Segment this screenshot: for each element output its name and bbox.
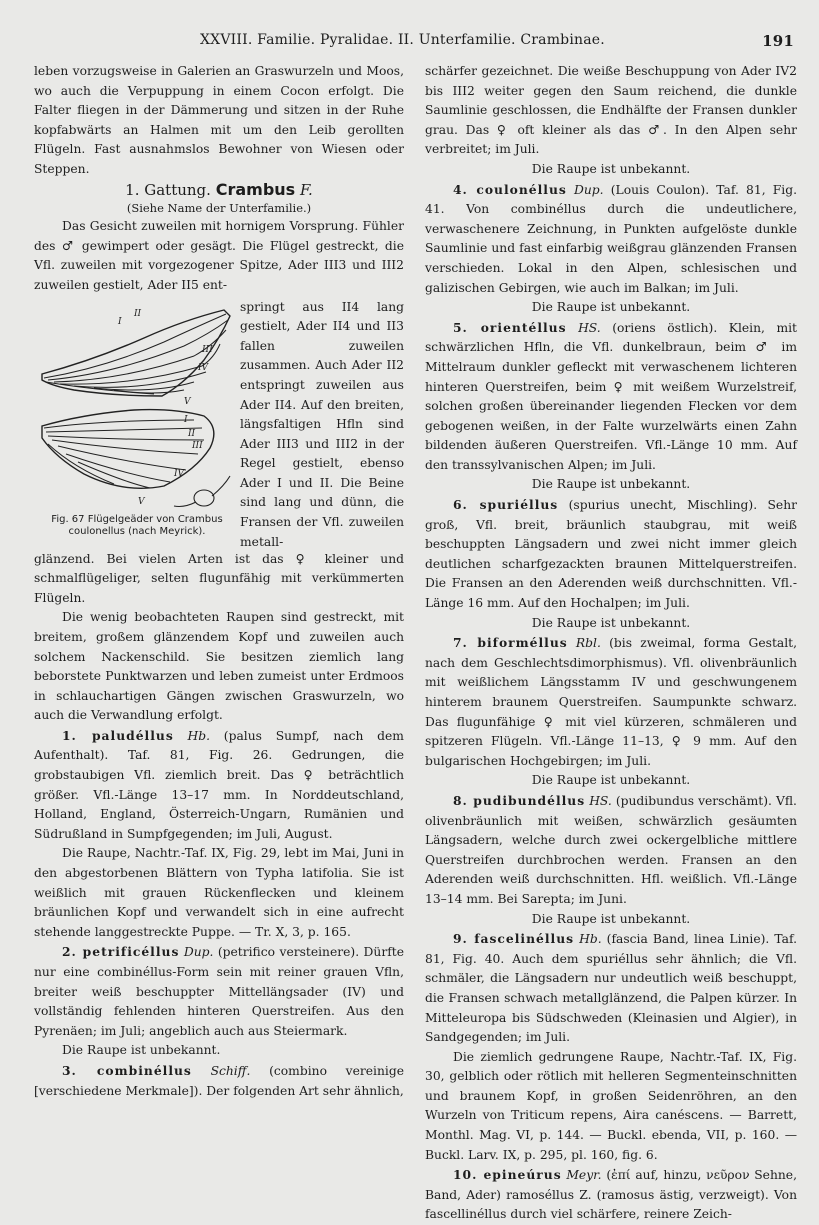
hindwing-drawing bbox=[42, 409, 214, 488]
wing-venation-drawing bbox=[34, 298, 234, 510]
svg-text:V: V bbox=[184, 396, 191, 407]
species-3-larva: Die Raupe ist unbekannt. bbox=[531, 161, 691, 176]
species-3-name: 3. combinéllus bbox=[62, 1062, 192, 1078]
species-9-larva: Die ziemlich gedrungene Raupe, Nachtr.-Taf. IX, Fig. 30, gelblich oder rötlich mit helleren Segmenteinschnitten und braunem Kopf, in großen Seidenröhren, an den Wurzeln von Triticum repens, Aira canéscens. — Barrett, Monthl. Mag. VI, p. 144. — Buckl. ebenda, VII, p. 160. — Buckl. Larv. IX, p. 295, pl. 160, fig. 6. bbox=[425, 1049, 797, 1162]
species-9-text: (fascia Band, linea Linie). Taf. 81, Fig. 40. Auch dem spuriéllus sehr ähnlich; die Vfl. schmäler, die Längsadern nur undeutlich weiß beschuppt, die Fransen schwach metallglänzend, die Palpen kürzer. In Mitteleuropa bis Südschweden (Kleinasien und Algier), in Sandgegenden; im Juli. bbox=[425, 932, 797, 1045]
species-8-name: 8. pudibundéllus bbox=[453, 792, 586, 808]
page-number: 191 bbox=[762, 32, 794, 50]
svg-text:I: I bbox=[184, 414, 188, 425]
svg-text:III: III bbox=[202, 344, 213, 355]
species-9-author: Hb. bbox=[579, 932, 602, 947]
species-4-author: Dup. bbox=[574, 182, 604, 197]
head-drawing bbox=[174, 476, 230, 507]
species-1-text: (palus Sumpf, nach dem Aufenthalt). Taf. 81, Fig. 26. Gedrungen, die grobstaubigen Vfl. ziemlich breit. Das ♀ beträchtlich größer. Vfl.-Länge 13–17 mm. In Norddeutschland, Holland, England, Österreich-Ungarn, Rumänien und Südrußland in Sumpfgegenden; im Juli, August. bbox=[34, 728, 404, 841]
genus-note: (Siehe Name der Unterfamilie.) bbox=[126, 201, 312, 216]
species-10 bbox=[425, 1165, 797, 1225]
genus-description-c: glänzend. Bei vielen Arten ist das ♀ kleiner und schmalflügeliger, selten flugunfähig mit verkümmerten Flügeln. bbox=[34, 551, 404, 605]
genus-number: 1. Gattung. bbox=[125, 180, 211, 199]
species-5-text: (oriens östlich). Klein, mit schwärzlichen Hfln, die Vfl. dunkelbraun, beim ♂ im Mittelraum dunkler gefleckt mit verwaschenem lichteren hinteren Querstreifen, beim ♀ mit weißem Wurzelstreif, solchen großen übereinander liegenden Flecken vor dem gebogenen weißen, in der Falte wurzelwärts einen Zahn bildenden äußeren Querstreifen. Vfl.-Länge 10 mm. Auf den transsylvanischen Alpen; im Juli. bbox=[425, 320, 797, 472]
right-column bbox=[425, 62, 797, 1225]
species-4 bbox=[425, 180, 797, 299]
species-7 bbox=[425, 633, 797, 771]
species-2 bbox=[34, 942, 404, 1041]
species-6-name: 6. spuriéllus bbox=[453, 497, 559, 513]
species-7-author: Rbl. bbox=[575, 636, 601, 651]
species-7-larva: Die Raupe ist unbekannt. bbox=[531, 773, 691, 788]
species-6-text: (spurius unecht, Mischling). Sehr groß, Vfl. breit, bräunlich staubgrau, mit weiß beschuppten Längsadern und zwei nicht immer gleich deutlichen scharfgezackten braunen Mittelquerstreifen. Die Fransen an den Aderenden weiß durchschnitten. Vfl.-Länge 16 mm. Auf den Hochalpen; im Juli. bbox=[425, 498, 797, 611]
genus-name: Crambus bbox=[215, 179, 296, 199]
species-10-author: Meyr. bbox=[566, 1168, 602, 1183]
left-column bbox=[34, 62, 404, 1101]
svg-text:V: V bbox=[138, 496, 145, 507]
species-1-author: Hb. bbox=[187, 728, 211, 743]
species-3 bbox=[34, 1061, 404, 1101]
svg-text:I: I bbox=[118, 316, 122, 327]
wing-venation-figure bbox=[34, 298, 234, 550]
figure-block bbox=[34, 298, 404, 550]
species-5 bbox=[425, 318, 797, 476]
species-3-continued: schärfer gezeichnet. Die weiße Beschuppung von Ader IV2 bis III2 weiter gegen den Saum reichend, die dunkle Saumlinie geschlossen, die Endhälfte der Fransen dunkler grau. Das ♀ oft kleiner als das ♂. In den Alpen sehr verbreitet; im Juli. bbox=[425, 64, 797, 157]
larvae-paragraph: Die wenig beobachteten Raupen sind gestreckt, mit breitem, großem glänzendem Kopf und zuweilen auch solchem Nackenschild. Sie besitzen ziemlich lang beborstete Punktwarzen und leben zumeist unter Erdmoos in schlauchartigen Gängen zwischen Graswurzeln, wo auch die Verwandlung erfolgt. bbox=[34, 610, 404, 723]
species-3-text: (combino vereinige [verschiedene Merkmale]). Der folgenden Art sehr ähnlich, bbox=[34, 1063, 404, 1098]
species-1 bbox=[34, 726, 404, 845]
genus-description-b: springt aus II4 lang gestielt, Ader II4 und II3 fallen zuweilen zusammen. Auch Ader II2 entspringt zuweilen aus Ader II4. Auf den breiten, längsfaltigen Hfln sind Ader III3 und III2 in der Regel gestielt, ebenso Ader I und II. Die Beine sind lang und dünn, die Fransen der Vfl. zuweilen metall- bbox=[240, 299, 404, 549]
species-9 bbox=[425, 929, 797, 1048]
species-10-name: 10. epineúrus bbox=[453, 1167, 562, 1183]
species-6 bbox=[425, 495, 797, 614]
species-5-author: HS. bbox=[578, 320, 601, 335]
species-8-text: (pudibundus verschämt). Vfl. olivenbräunlich mit weißen, schwärzlich gesäumten Längsadern, welche durch zwei ockergelbliche mittlere Querstreifen durchbrochen werden. Fransen an den Aderenden weiß durchschnitten. Hfl. weißlich. Vfl.-Länge 13–14 mm. Bei Sarepta; im Juni. bbox=[425, 793, 797, 906]
species-4-text: (Louis Coulon). Taf. 81, Fig. 41. Von combinéllus durch die undeutlichere, verwaschenere Zeichnung, in Punkten aufgelöste dunkle Saumlinie und fast einfarbig weißgrau glänzenden Fransen verschieden. Lokal in den Alpen, schlesischen und galizischen Gebirgen, wie auch im Balkan; im Juli. bbox=[425, 182, 798, 295]
species-9-name: 9. fascelinéllus bbox=[453, 931, 575, 947]
species-1-larva: Die Raupe, Nachtr.-Taf. IX, Fig. 29, lebt im Mai, Juni in den abgestorbenen Blättern von Typha latifolia. Sie ist weißlich mit grauen Rückenflecken und kleinem bräunlichen Kopf und verwandelt sich in eine aufrecht stehende langgestreckte Puppe. — Tr. X, 3, p. 165. bbox=[34, 846, 404, 939]
svg-text:II: II bbox=[134, 308, 142, 319]
species-2-author: Dup. bbox=[183, 945, 214, 960]
species-8-author: HS. bbox=[589, 793, 612, 808]
species-2-larva: Die Raupe ist unbekannt. bbox=[62, 1043, 221, 1058]
species-8 bbox=[425, 791, 797, 910]
species-3-author: Schiff. bbox=[210, 1063, 251, 1078]
genus-description-b-wrap bbox=[240, 298, 404, 553]
species-7-name: 7. biforméllus bbox=[453, 635, 568, 651]
species-8-larva: Die Raupe ist unbekannt. bbox=[531, 911, 691, 926]
species-4-larva: Die Raupe ist unbekannt. bbox=[531, 300, 691, 315]
running-header bbox=[200, 32, 800, 54]
svg-text:III: III bbox=[192, 440, 203, 451]
svg-text:IV: IV bbox=[198, 362, 209, 373]
genus-description-a: Das Gesicht zuweilen mit hornigem Vorsprung. Fühler des ♂ gewimpert oder gesägt. Die Flügel gestreckt, die Vfl. zuweilen mit vorgezogener Spitze, Ader III3 und III2 zuweilen gestielt, Ader II5 ent- bbox=[34, 219, 404, 292]
species-5-name: 5. orientéllus bbox=[453, 319, 567, 335]
species-1-name: 1. paludéllus bbox=[62, 727, 174, 743]
species-6-larva: Die Raupe ist unbekannt. bbox=[531, 615, 691, 630]
species-4-name: 4. coulonéllus bbox=[453, 181, 567, 197]
figure-caption: Fig. 67 Flügelgeäder von Crambus coulonellus (nach Meyrick). bbox=[51, 513, 223, 537]
species-2-name: 2. petrificéllus bbox=[62, 944, 180, 960]
species-10-text: (ἐπί auf, hinzu, νεῦρον Sehne, Band, Ader) ramoséllus Z. (ramosus ästig, verzweigt). Von fascellinéllus durch viel schärfere, reinere Zeich- bbox=[425, 1168, 797, 1222]
header-title: XXVIII. Familie. Pyralidae. II. Unterfamilie. Crambinae. bbox=[200, 32, 605, 48]
genus-author: F. bbox=[299, 180, 313, 199]
species-2-text: (petrifico versteinere). Dürfte nur eine combinéllus-Form sein mit reiner grauen Vfln, breiter weiß beschuppter Mittellängsader (IV) und vollständig fehlenden hinteren Querstreifen. Aus den Pyrenäen; im Juli; angeblich auch aus Steiermark. bbox=[34, 945, 404, 1038]
species-5-larva: Die Raupe ist unbekannt. bbox=[531, 477, 691, 492]
genus-heading bbox=[34, 180, 404, 201]
species-7-text: (bis zweimal, forma Gestalt, nach dem Geschlechtsdimorphismus). Vfl. olivenbräunlich mit weißlichem Längsstamm IV und geschwungenem hinterem braunem Querstreifen. Saumpunkte schwarz. Das flugunfähige ♀ mit viel kürzeren, schmäleren und spitzeren Flügeln. Vfl.-Länge 11–13, ♀ 9 mm. Auf den bulgarischen Hochgebirgen; im Juli. bbox=[425, 636, 797, 768]
intro-paragraph: leben vorzugsweise in Galerien an Graswurzeln und Moos, wo auch die Verpuppung in einem Cocon erfolgt. Die Falter fliegen in der Dämmerung und sitzen in der Ruhe kopfabwärts an Halmen mit um den Leib gerollten Flügeln. Fast ausnahmslos Bewohner von Wiesen oder Steppen. bbox=[34, 64, 404, 176]
svg-text:IV: IV bbox=[174, 468, 185, 479]
svg-text:II: II bbox=[188, 428, 196, 439]
